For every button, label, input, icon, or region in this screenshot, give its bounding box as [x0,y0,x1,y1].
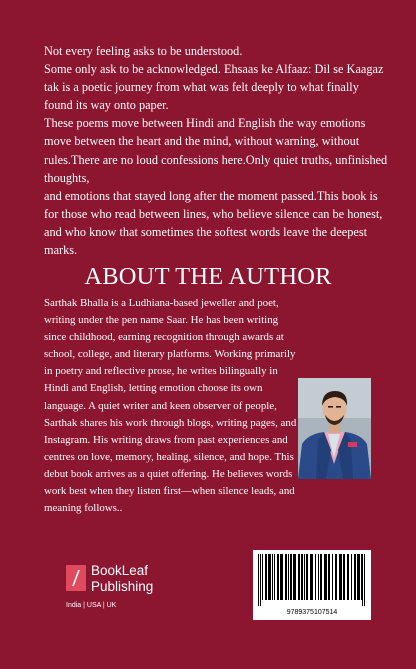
publisher-name-line1: BookLeaf [91,563,149,578]
blurb-paragraph: These poems move between Hindi and English the way emotions move between the heart and the mind, without warning, without rules.There are no loud confessions here.Only quiet truths, unfinished thoughts, [44,116,388,185]
author-photo [298,378,371,479]
publisher-logo [66,562,186,614]
blurb-paragraph: Not every feeling asks to be understood. [44,44,243,58]
barcode-bars [256,554,368,606]
back-cover-blurb [44,42,389,259]
blurb-paragraph: and emotions that stayed long after the moment passed.This book is for those who read between lines, who believe silence can be honest, and who know that sometimes the softest words leave the deepest marks. [44,188,383,258]
isbn-number: 9789375107514 [286,609,338,616]
publisher-regions: India | USA | UK [66,602,117,609]
blurb-paragraph: Some only ask to be acknowledged. Ehsaas ke Alfaaz: Dil se Kaagaz tak is a poetic journey from what was felt deeply to what finally found its way onto paper. [44,62,384,113]
author-bio: Sarthak Bhalla is a Ludhiana-based jeweller and poet, writing under the pen name Saar. He has been writing since childhood, earning recognition through awards at school, college, and literary platforms. Working primarily in poetry and reflective prose, he writes bilingually in Hindi and English, letting emotion choose its own language. A quiet writer and keen observer of people, Sarthak shares his work through blogs, writing pages, and Instagram. His writing draws from past experiences and centres on love, memory, healing, silence, and hope. This debut book arrives as a quiet offering. He believes words work best when they listen first—when silence leads, and meaning follows.. [44,297,297,515]
slash-leaf-icon [66,565,86,591]
publisher-name-line2: Publishing [91,579,154,594]
about-author-heading: ABOUT THE AUTHOR [84,263,332,290]
isbn-barcode [253,550,371,620]
